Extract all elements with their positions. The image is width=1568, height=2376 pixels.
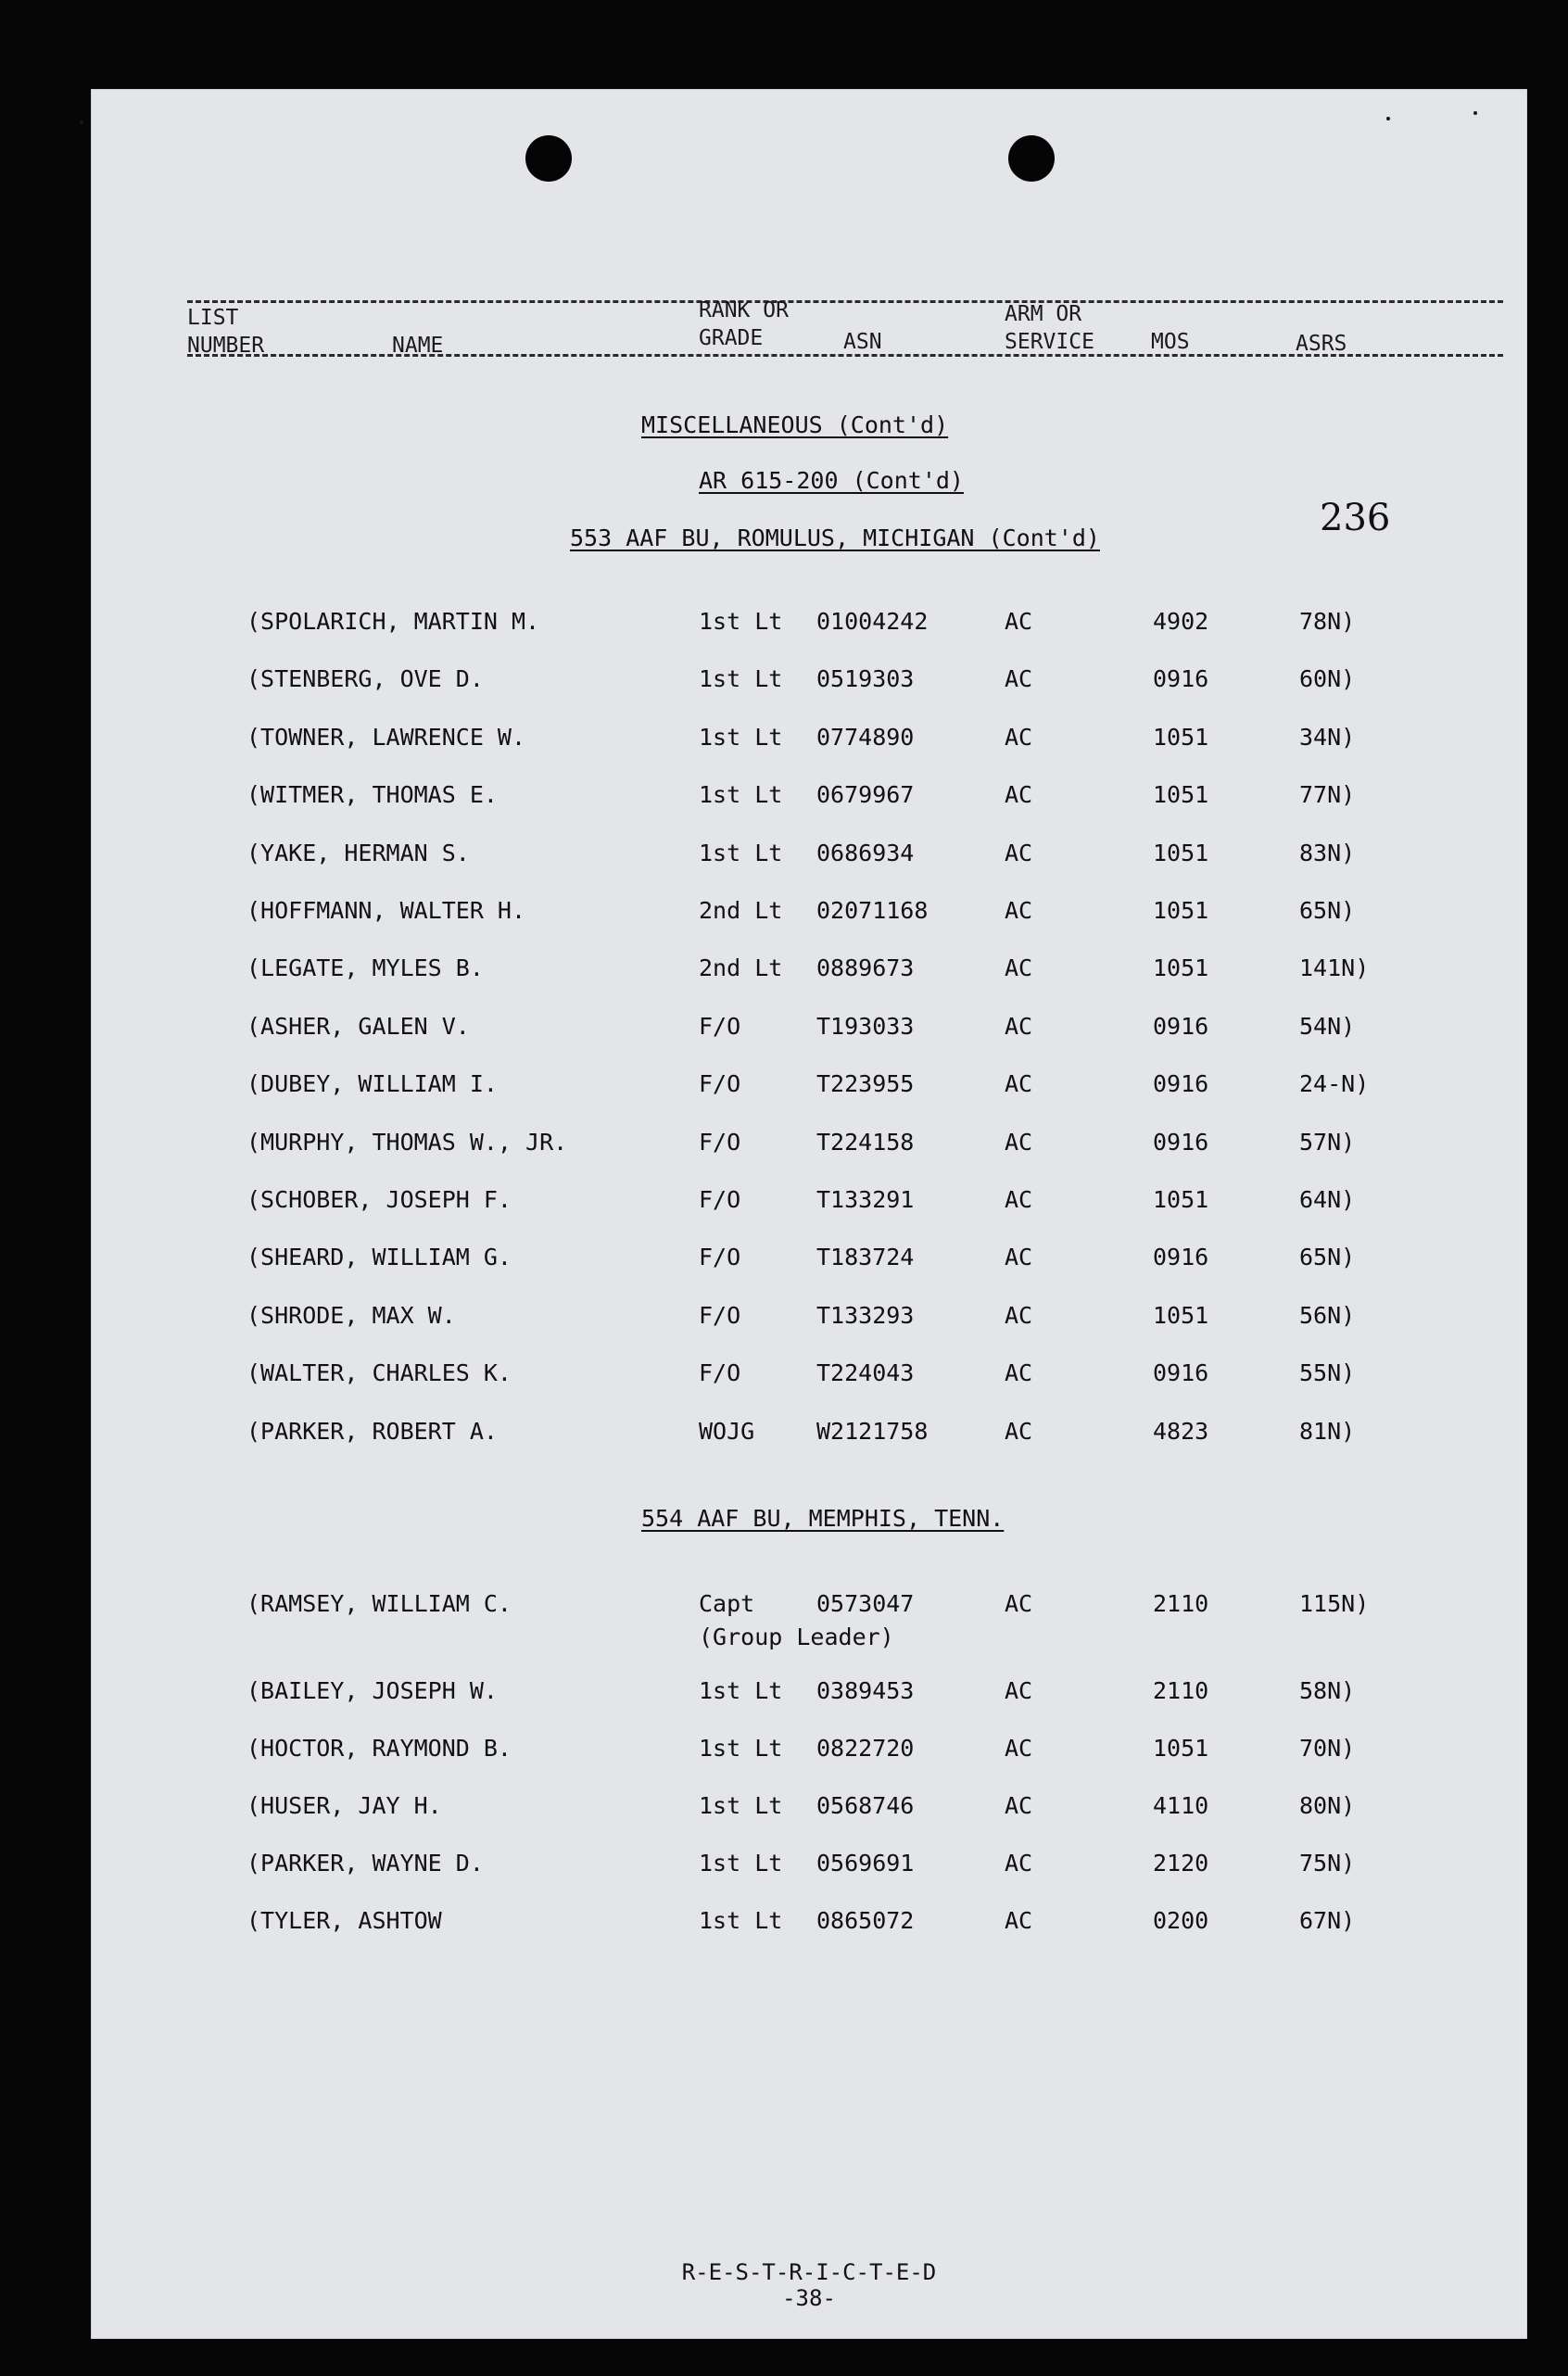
table-row	[91, 840, 1527, 867]
asrs-cell: 65N)	[1299, 1244, 1356, 1271]
asn-cell: 0679967	[816, 781, 915, 809]
rank-cell: 1st Lt	[699, 839, 783, 866]
asrs-cell: 64N)	[1299, 1186, 1356, 1213]
rank-cell: F/O	[699, 1128, 741, 1156]
page-stamp-number: 236	[1320, 497, 1391, 539]
mos-cell: 1051	[1153, 839, 1209, 866]
asrs-cell: 78N)	[1299, 608, 1356, 635]
arm-cell: AC	[1005, 1907, 1033, 1934]
arm-cell: AC	[1005, 1850, 1033, 1877]
asn-cell: 0389453	[816, 1677, 915, 1704]
table-row	[91, 1129, 1527, 1156]
person-name: (TOWNER, LAWRENCE W.	[247, 723, 526, 751]
person-name: (STENBERG, OVE D.	[247, 665, 484, 693]
asn-cell: T183724	[816, 1244, 915, 1271]
mos-cell: 4823	[1153, 1417, 1209, 1445]
mos-cell: 1051	[1153, 1735, 1209, 1762]
header-rank-2: GRADE	[699, 326, 764, 350]
asn-cell: T133293	[816, 1301, 915, 1329]
table-row	[91, 1907, 1527, 1935]
person-name: (SPOLARICH, MARTIN M.	[247, 608, 540, 635]
person-name: (SCHOBER, JOSEPH F.	[247, 1186, 512, 1213]
rank-cell: 1st Lt	[699, 723, 783, 751]
asrs-cell: 57N)	[1299, 1128, 1356, 1156]
table-row	[91, 1792, 1527, 1820]
arm-cell: AC	[1005, 781, 1033, 809]
asn-cell: 0822720	[816, 1735, 915, 1762]
dust-speck	[1473, 111, 1477, 115]
footer-page-number: -38-	[782, 2285, 836, 2311]
arm-cell: AC	[1005, 1359, 1033, 1387]
person-name: (HOCTOR, RAYMOND B.	[247, 1735, 512, 1762]
person-name: (MURPHY, THOMAS W., JR.	[247, 1128, 568, 1156]
table-row	[91, 1070, 1527, 1098]
person-name: (HOFFMANN, WALTER H.	[247, 897, 526, 924]
rank-cell: 1st Lt	[699, 1792, 783, 1819]
rank-cell: WOJG	[699, 1417, 755, 1445]
person-name: (TYLER, ASHTOW	[247, 1907, 442, 1934]
mos-cell: 1051	[1153, 1186, 1209, 1213]
rank-cell: 2nd Lt	[699, 954, 783, 982]
header-arm-1: ARM OR	[1005, 302, 1082, 326]
rank-cell: 1st Lt	[699, 1735, 783, 1762]
section-554-aaf-bu: 554 AAF BU, MEMPHIS, TENN.	[641, 1505, 1005, 1532]
asrs-cell: 67N)	[1299, 1907, 1356, 1934]
header-asrs: ASRS	[1296, 332, 1347, 356]
mos-cell: 0916	[1153, 1012, 1209, 1040]
person-name: (RAMSEY, WILLIAM C.	[247, 1590, 512, 1617]
asn-cell: 0865072	[816, 1907, 915, 1934]
table-row	[91, 1244, 1527, 1271]
asrs-cell: 55N)	[1299, 1359, 1356, 1387]
table-row	[91, 1013, 1527, 1041]
mos-cell: 2110	[1153, 1590, 1209, 1617]
asrs-cell: 56N)	[1299, 1301, 1356, 1329]
arm-cell: AC	[1005, 897, 1033, 924]
group-leader-note: (Group Leader)	[699, 1624, 894, 1650]
asn-cell: T133291	[816, 1186, 915, 1213]
section-miscellaneous: MISCELLANEOUS (Cont'd)	[641, 411, 949, 438]
section-553-aaf-bu: 553 AAF BU, ROMULUS, MICHIGAN (Cont'd)	[570, 524, 1100, 551]
arm-cell: AC	[1005, 1244, 1033, 1271]
person-name: (WALTER, CHARLES K.	[247, 1359, 512, 1387]
person-name: (LEGATE, MYLES B.	[247, 954, 484, 982]
rank-cell: Capt	[699, 1590, 755, 1617]
arm-cell: AC	[1005, 954, 1033, 982]
arm-cell: AC	[1005, 723, 1033, 751]
table-row	[91, 1359, 1527, 1387]
arm-cell: AC	[1005, 665, 1033, 693]
person-name: (BAILEY, JOSEPH W.	[247, 1677, 498, 1704]
asn-cell: 01004242	[816, 608, 929, 635]
asn-cell: T224043	[816, 1359, 915, 1387]
table-row	[91, 1735, 1527, 1763]
person-name: (PARKER, ROBERT A.	[247, 1417, 498, 1445]
header-asn: ASN	[843, 330, 882, 354]
table-row	[91, 897, 1527, 925]
rank-cell: 1st Lt	[699, 665, 783, 693]
person-name: (SHEARD, WILLIAM G.	[247, 1244, 512, 1271]
arm-cell: AC	[1005, 1186, 1033, 1213]
asrs-cell: 81N)	[1299, 1417, 1356, 1445]
asrs-cell: 54N)	[1299, 1012, 1356, 1040]
mos-cell: 4110	[1153, 1792, 1209, 1819]
arm-cell: AC	[1005, 1301, 1033, 1329]
mos-cell: 0916	[1153, 665, 1209, 693]
arm-cell: AC	[1005, 1735, 1033, 1762]
arm-cell: AC	[1005, 1792, 1033, 1819]
header-list-number-1: LIST	[187, 306, 239, 330]
header-arm-2: SERVICE	[1005, 330, 1094, 354]
punch-hole-right	[1008, 135, 1055, 182]
mos-cell: 0916	[1153, 1359, 1209, 1387]
asn-cell: 0569691	[816, 1850, 915, 1877]
mos-cell: 1051	[1153, 897, 1209, 924]
arm-cell: AC	[1005, 1677, 1033, 1704]
rank-cell: 1st Lt	[699, 1677, 783, 1704]
asn-cell: 0573047	[816, 1590, 915, 1617]
asn-cell: 0889673	[816, 954, 915, 982]
rank-cell: F/O	[699, 1244, 741, 1271]
asrs-cell: 80N)	[1299, 1792, 1356, 1819]
rank-cell: F/O	[699, 1301, 741, 1329]
asrs-cell: 60N)	[1299, 665, 1356, 693]
restricted-footer: R-E-S-T-R-I-C-T-E-D	[681, 2259, 937, 2285]
person-name: (DUBEY, WILLIAM I.	[247, 1070, 498, 1098]
asrs-cell: 115N)	[1299, 1590, 1370, 1617]
asrs-cell: 58N)	[1299, 1677, 1356, 1704]
mos-cell: 1051	[1153, 723, 1209, 751]
asn-cell: T223955	[816, 1070, 915, 1098]
mos-cell: 2120	[1153, 1850, 1209, 1877]
asn-cell: 0686934	[816, 839, 915, 866]
asrs-cell: 34N)	[1299, 723, 1356, 751]
asn-cell: T224158	[816, 1128, 915, 1156]
asrs-cell: 24-N)	[1299, 1070, 1370, 1098]
person-name: (YAKE, HERMAN S.	[247, 839, 470, 866]
person-name: (HUSER, JAY H.	[247, 1792, 442, 1819]
section-ar: AR 615-200 (Cont'd)	[699, 467, 964, 494]
header-list-number-2: NUMBER	[187, 334, 265, 358]
rank-cell: F/O	[699, 1359, 741, 1387]
asn-cell: 0774890	[816, 723, 915, 751]
mos-cell: 1051	[1153, 781, 1209, 809]
table-row	[91, 1302, 1527, 1330]
punch-hole-left	[525, 135, 572, 182]
table-row	[91, 1677, 1527, 1705]
rank-cell: 1st Lt	[699, 781, 783, 809]
mos-cell: 1051	[1153, 1301, 1209, 1329]
mos-cell: 0916	[1153, 1070, 1209, 1098]
rank-cell: 1st Lt	[699, 608, 783, 635]
asrs-cell: 83N)	[1299, 839, 1356, 866]
asn-cell: T193033	[816, 1012, 915, 1040]
rank-cell: 2nd Lt	[699, 897, 783, 924]
asrs-cell: 70N)	[1299, 1735, 1356, 1762]
person-name: (SHRODE, MAX W.	[247, 1301, 456, 1329]
dust-speck	[80, 120, 83, 124]
header-rule-top	[187, 300, 1503, 303]
arm-cell: AC	[1005, 1128, 1033, 1156]
asrs-cell: 141N)	[1299, 954, 1370, 982]
mos-cell: 2110	[1153, 1677, 1209, 1704]
arm-cell: AC	[1005, 1590, 1033, 1617]
rank-cell: 1st Lt	[699, 1850, 783, 1877]
arm-cell: AC	[1005, 1417, 1033, 1445]
mos-cell: 0916	[1153, 1128, 1209, 1156]
arm-cell: AC	[1005, 839, 1033, 866]
asn-cell: 0519303	[816, 665, 915, 693]
table-row	[91, 724, 1527, 752]
mos-cell: 4902	[1153, 608, 1209, 635]
table-row	[91, 781, 1527, 809]
document-page	[91, 89, 1527, 2339]
header-rank-1: RANK OR	[699, 298, 789, 322]
header-name: NAME	[392, 334, 444, 358]
mos-cell: 0200	[1153, 1907, 1209, 1934]
asn-cell: W2121758	[816, 1417, 929, 1445]
asrs-cell: 75N)	[1299, 1850, 1356, 1877]
arm-cell: AC	[1005, 1012, 1033, 1040]
table-row	[91, 954, 1527, 982]
dust-speck	[1386, 117, 1390, 120]
table-row	[91, 1590, 1527, 1618]
person-name: (ASHER, GALEN V.	[247, 1012, 470, 1040]
rank-cell: F/O	[699, 1186, 741, 1213]
rank-cell: F/O	[699, 1012, 741, 1040]
table-row	[91, 1850, 1527, 1877]
rank-cell: 1st Lt	[699, 1907, 783, 1934]
mos-cell: 1051	[1153, 954, 1209, 982]
mos-cell: 0916	[1153, 1244, 1209, 1271]
table-row	[91, 1418, 1527, 1446]
arm-cell: AC	[1005, 1070, 1033, 1098]
rank-cell: F/O	[699, 1070, 741, 1098]
table-row	[91, 608, 1527, 636]
table-row	[91, 665, 1527, 693]
arm-cell: AC	[1005, 608, 1033, 635]
person-name: (PARKER, WAYNE D.	[247, 1850, 484, 1877]
table-row	[91, 1186, 1527, 1214]
asrs-cell: 65N)	[1299, 897, 1356, 924]
person-name: (WITMER, THOMAS E.	[247, 781, 498, 809]
header-mos: MOS	[1151, 330, 1190, 354]
asrs-cell: 77N)	[1299, 781, 1356, 809]
asn-cell: 0568746	[816, 1792, 915, 1819]
asn-cell: 02071168	[816, 897, 929, 924]
